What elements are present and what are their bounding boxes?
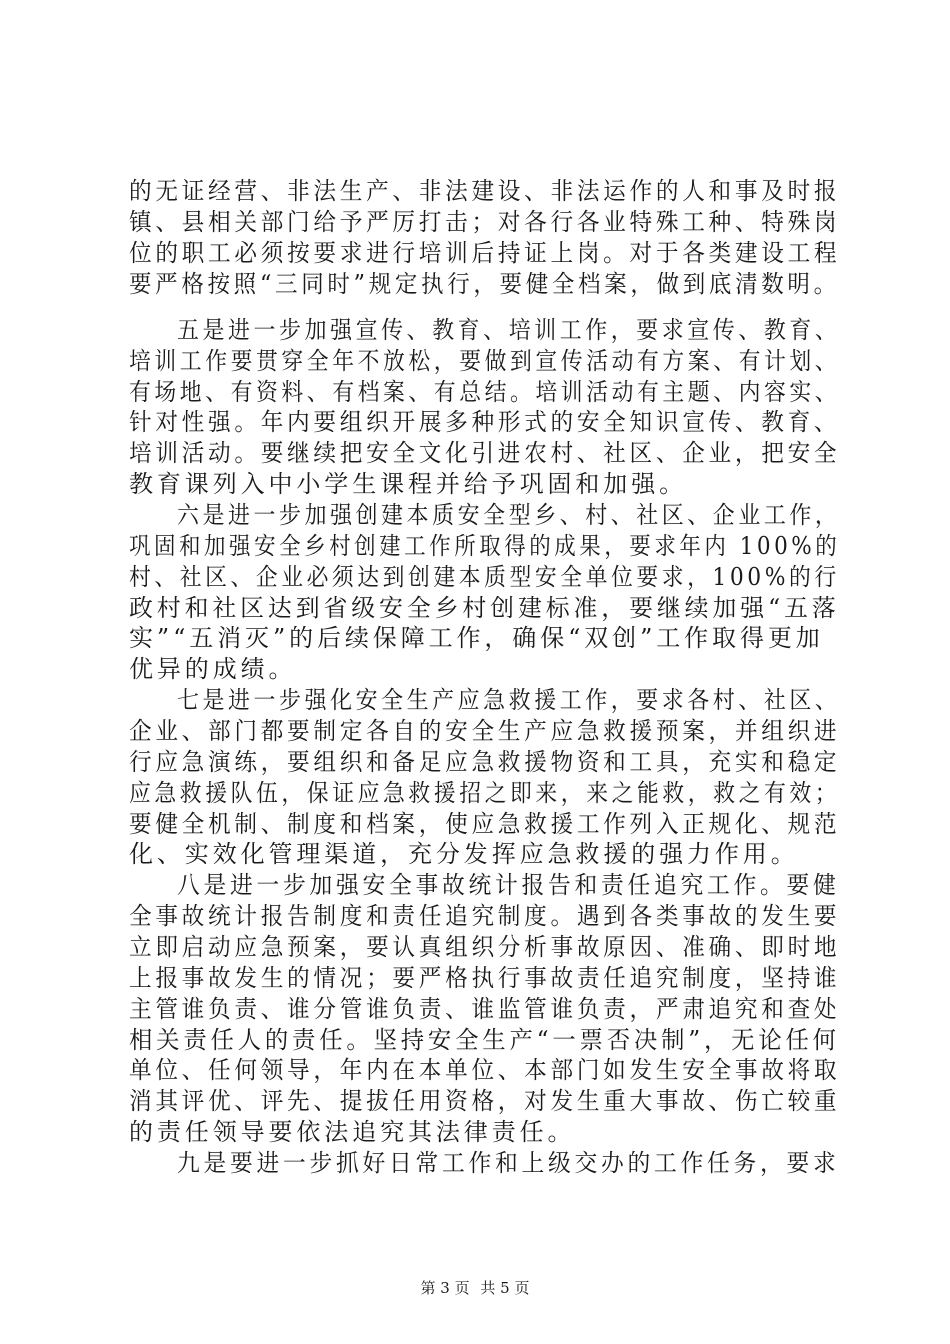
paragraph-line: 企业、部门都要制定各自的安全生产应急救援预案，并组织进 [129,717,841,745]
paragraph-line: 培训活动。要继续把安全文化引进农村、社区、企业，把安全 [129,439,841,467]
paragraph-line: 九是要进一步抓好日常工作和上级交办的工作任务，要求 [177,1149,840,1177]
paragraph-line: 六是进一步加强创建本质安全型乡、村、社区、企业工作， [177,501,841,529]
paragraph-line: 有场地、有资料、有档案、有总结。培训活动有主题、内容实、 [129,378,841,406]
paragraph-line: 全事故统计报告制度和责任追究制度。遇到各类事故的发生要 [129,902,841,930]
paragraph-line: 相关责任人的责任。坚持安全生产“一票否决制”，无论任何 [129,1026,840,1054]
paragraph-line: 要健全机制、制度和档案，使应急救援工作列入正规化、规范 [129,810,841,838]
paragraph-line: 应急救援队伍，保证应急救援招之即来，来之能救，救之有效； [129,779,841,807]
page-footer [0,1278,950,1298]
paragraph-line: 的无证经营、非法生产、非法建设、非法运作的人和事及时报 [129,177,841,205]
paragraph-line: 化、实效化管理渠道，充分发挥应急救援的强力作用。 [129,840,799,868]
paragraph-line: 八是进一步加强安全事故统计报告和责任追究工作。要健 [177,871,840,899]
paragraph-line: 优异的成绩。 [129,655,297,683]
paragraph-line: 位的职工必须按要求进行培训后持证上岗。对于各类建设工程 [129,239,841,267]
page-number: 第 3 页 [420,1279,470,1297]
paragraph-line: 村、社区、企业必须达到创建本质型安全单位要求，100%的行 [129,563,840,591]
paragraph-line: 实”“五消灭”的后续保障工作，确保“双创”工作取得更加 [129,624,824,652]
paragraph-line: 的责任领导要依法追究其法律责任。 [129,1118,576,1146]
paragraph-line: 七是进一步强化安全生产应急救援工作，要求各村、社区、 [177,686,841,714]
paragraph-line: 消其评优、评先、提拔任用资格，对发生重大事故、伤亡较重 [129,1087,841,1115]
paragraph-line: 针对性强。年内要组织开展多种形式的安全知识宣传、教育、 [129,408,841,436]
paragraph-line: 单位、任何领导，年内在本单位、本部门如发生安全事故将取 [129,1056,841,1084]
page-total: 共 5 页 [480,1279,530,1297]
paragraph-line: 巩固和加强安全乡村创建工作所取得的成果，要求年内 100%的 [129,532,841,560]
paragraph-line: 培训工作要贯穿全年不放松，要做到宣传活动有方案、有计划、 [129,347,841,375]
paragraph-line: 镇、县相关部门给予严厉打击；对各行各业特殊工种、特殊岗 [129,208,841,236]
paragraph-line: 教育课列入中小学生课程并给予巩固和加强。 [129,470,687,498]
paragraph-line: 政村和社区达到省级安全乡村创建标准，要继续加强“五落 [129,594,840,622]
paragraph-line: 行应急演练，要组织和备足应急救援物资和工具，充实和稳定 [129,748,841,776]
paragraph-line: 主管谁负责、谁分管谁负责、谁监管谁负责，严肃追究和查处 [129,995,841,1023]
paragraph-line: 上报事故发生的情况；要严格执行事故责任追究制度，坚持谁 [129,964,841,992]
paragraph-line: 立即启动应急预案，要认真组织分析事故原因、准确、即时地 [129,933,841,961]
paragraph-line: 五是进一步加强宣传、教育、培训工作，要求宣传、教育、 [177,316,841,344]
paragraph-line: 要严格按照“三同时”规定执行，要健全档案，做到底清数明。 [129,270,840,298]
